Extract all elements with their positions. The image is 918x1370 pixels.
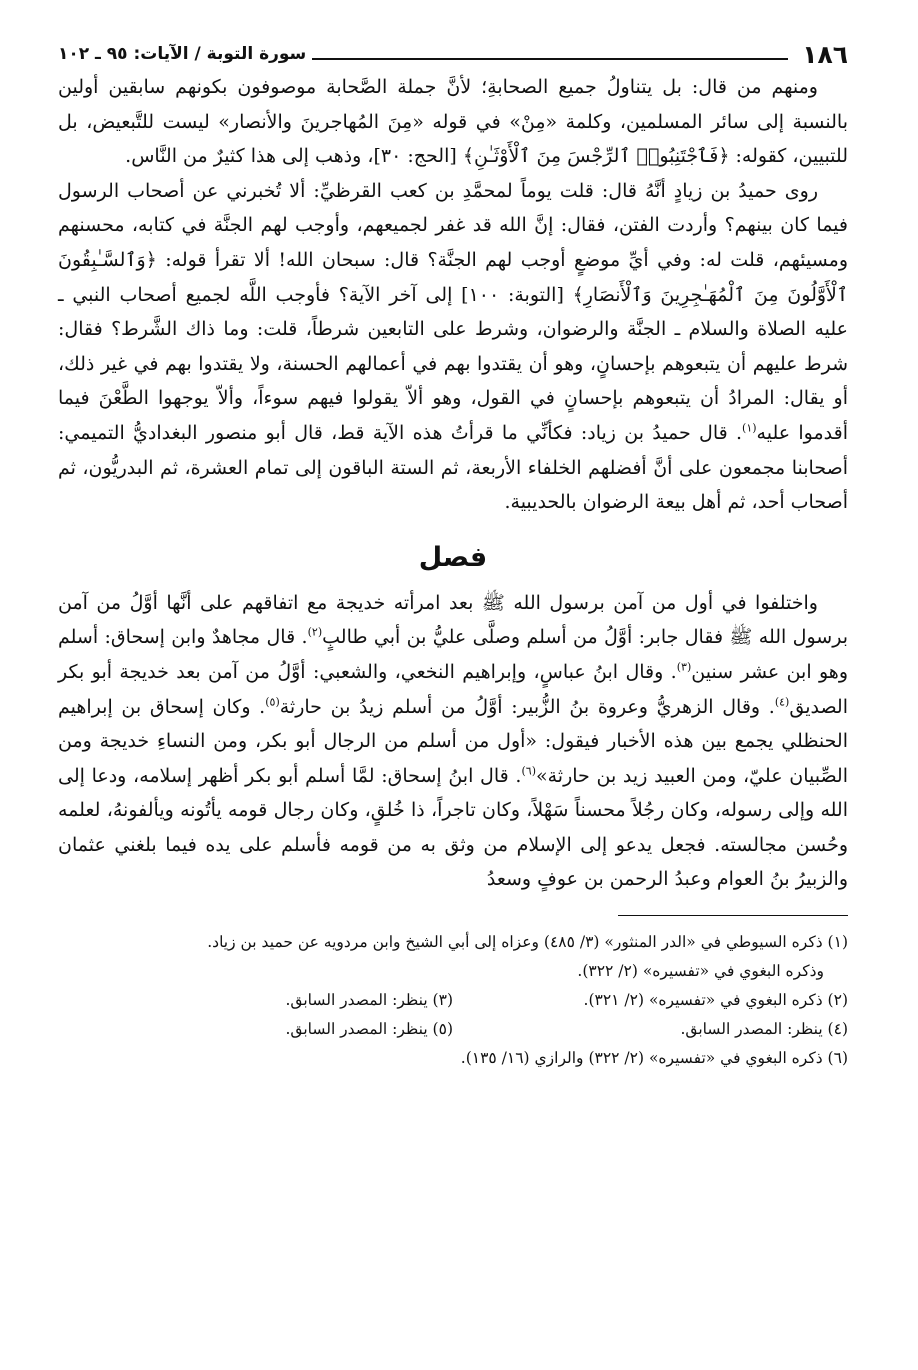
footnote-6: (٦) ذكره البغوي في «تفسيره» (٢/ ٣٢٢) والرازي (١٦/ ١٣٥). (460, 1049, 848, 1068)
footnote-marker: (٤) (774, 695, 790, 709)
paragraph-text: . قال مجاهدٌ وابن إسحاق: أسلم وهو ابن عشر سنين (58, 626, 849, 683)
paragraph (58, 70, 848, 174)
footnotes (58, 928, 848, 1073)
footnote-1-continued: وذكره البغوي في «تفسيره» (٢/ ٣٢٢). (577, 962, 824, 981)
section-heading: فصل (418, 541, 488, 573)
page-header (58, 38, 848, 70)
running-title: سورة التوبة / الآيات: ٩٥ ـ ١٠٢ (58, 44, 307, 64)
footnote-marker: (٣) (676, 660, 692, 674)
footnote-marker: (٢) (307, 625, 323, 639)
paragraph-text: . وقال الزهريُّ وعروة بنُ الزُّبير: أوَّلُ من أسلم زيدُ بن حارثة (279, 695, 775, 718)
footnote-marker: (١) (742, 421, 757, 435)
footnote-row (58, 986, 848, 1015)
book-page (58, 38, 848, 1338)
paragraph-text: . قال ابنُ إسحاق: لمَّا أسلم أبو بكر أظهر إسلامه، ودعا إلى الله وإلى رسوله، وكان رجُلاً محسناً سَهْلاً، وكان تاجراً، ذا خُلقٍ، وكان رجال قومه يأتُونه ويألفونهُ، لعلمه وحُسن مجالسته. فجعل يدعو إلى الإسلام من وثق به من قومه فأسلم على يده فيما بلغني عثمان والزبيرُ بنُ العوام وعبدُ الرحمن بن عوفٍ وسعدُ (58, 764, 848, 891)
footnote-1: (١) ذكره السيوطي في «الدر المنثور» (٣/ ٤٨٥) وعزاه إلى أبي الشيخ وابن مردويه عن حميد بن زياد. (207, 933, 848, 952)
paragraph-text: ومنهم من قال: بل يتناولُ جميع الصحابةِ؛ لأنَّ جملة الصَّحابة موصوفون بكونهم سابقين أولين بالنسبة إلى سائر المسلمين، وكلمة «مِنْ» في قوله «مِنَ المُهاجرينَ والأنصار» ليست للتَّبعيض، بل للتبيين، كقوله: ﴿فَٱجْتَنِبُوا۟ ٱلرِّجْسَ مِنَ ٱلْأَوْثَـٰنِ﴾ [الحج: ٣٠]، وذهب إلى هذا كثيرٌ من النَّاس. (58, 76, 848, 168)
paragraph-text: واختلفوا في أول من آمن برسول الله ﷺ بعد امرأته خديجة مع اتفاقهم على أنَّها أوَّلُ من آمن برسول الله ﷺ فقال جابر: أوَّلُ من أسلم وصلَّى عليُّ بن أبي طالبٍ (58, 591, 848, 649)
footnote-marker: (٦) (521, 764, 536, 778)
footnote-row (58, 1015, 848, 1044)
footnote-3: (٣) ينظر: المصدر السابق. (285, 991, 453, 1010)
footnote-separator (618, 915, 848, 916)
header-rule (312, 58, 788, 60)
main-text (58, 70, 848, 897)
paragraph (58, 174, 848, 520)
paragraph-text: . وكان إسحاق بن إبراهيم الحنظلي يجمع بين هذه الأخبار فيقول: «أول من أسلم من الرجال أبو بكر، ومن النساءِ خديجة ومن الصِّبيان عليّ، ومن العبيد زيد بن حارثة» (58, 695, 848, 787)
paragraph-text: . قال حميدُ بن زياد: فكأنِّي ما قرأتُ هذه الآية قط، قال أبو منصور البغداديُّ التميمي: أصحابنا مجمعون على أنَّ أفضلهم الخلفاء الأربعة، ثم الستة الباقون إلى تمام العشرة، ثم البدريُّون، ثم أصحاب أحد، ثم أهل بيعة الرضوان بالحديبية. (58, 421, 848, 514)
footnote-marker: (٥) (265, 695, 280, 709)
paragraph-text: روى حميدُ بن زيادٍ أنَّهُ قال: قلت يوماً لمحمَّدِ بن كعب القرظيِّ: ألا تُخبرني عن أصحاب الرسول فيما كان بينهم؟ وأردت الفتن، فقال: إنَّ الله قد غفر لجميعهم، وأوجب لهم الجنَّة في كتابه، محسنهم ومسيئهم، قلت له: وفي أيِّ موضعٍ أوجب لهم الجنَّة؟ قال: سبحان الله! ألا تقرأ قوله: ﴿وَٱلسَّـٰبِقُونَ ٱلْأَوَّلُونَ مِنَ ٱلْمُهَـٰجِرِينَ وَٱلْأَنصَارِ﴾ [التوبة: ١٠٠] إلى آخر الآية؟ فأوجب اللَّه لجميع أصحاب النبي ـ عليه الصلاة والسلام ـ الجنَّة والرضوان، وشرط على التابعين شرطاً، قلت: وما ذاك الشَّرط؟ فقال: شرط عليهم أن يتبعوهم بإحسانٍ، وهو أن يقتدوا بهم في أعمالهم الحسنة، ولا يقتدوا بهم في غير ذلك، أو يقال: المرادُ أن يتبعوهم بإحسانٍ في القول، وهو ألاّ يقولوا فيهم سوءاً، وألاّ يوجهوا الطَّعْنَ فيما أقدموا عليه (58, 179, 848, 444)
footnote-5: (٥) ينظر: المصدر السابق. (285, 1020, 453, 1039)
page-number: ١٨٦ (802, 39, 848, 69)
paragraph-text: . وقال ابنُ عباسٍ، وإبراهيم النخعي، والشعبي: أوَّلُ من آمن بعد خديجة أبو بكر الصديق (58, 660, 848, 718)
paragraph (58, 586, 848, 897)
footnote-2: (٢) ذكره البغوي في «تفسيره» (٢/ ٣٢١). (583, 991, 848, 1010)
footnote-4: (٤) ينظر: المصدر السابق. (680, 1020, 848, 1039)
